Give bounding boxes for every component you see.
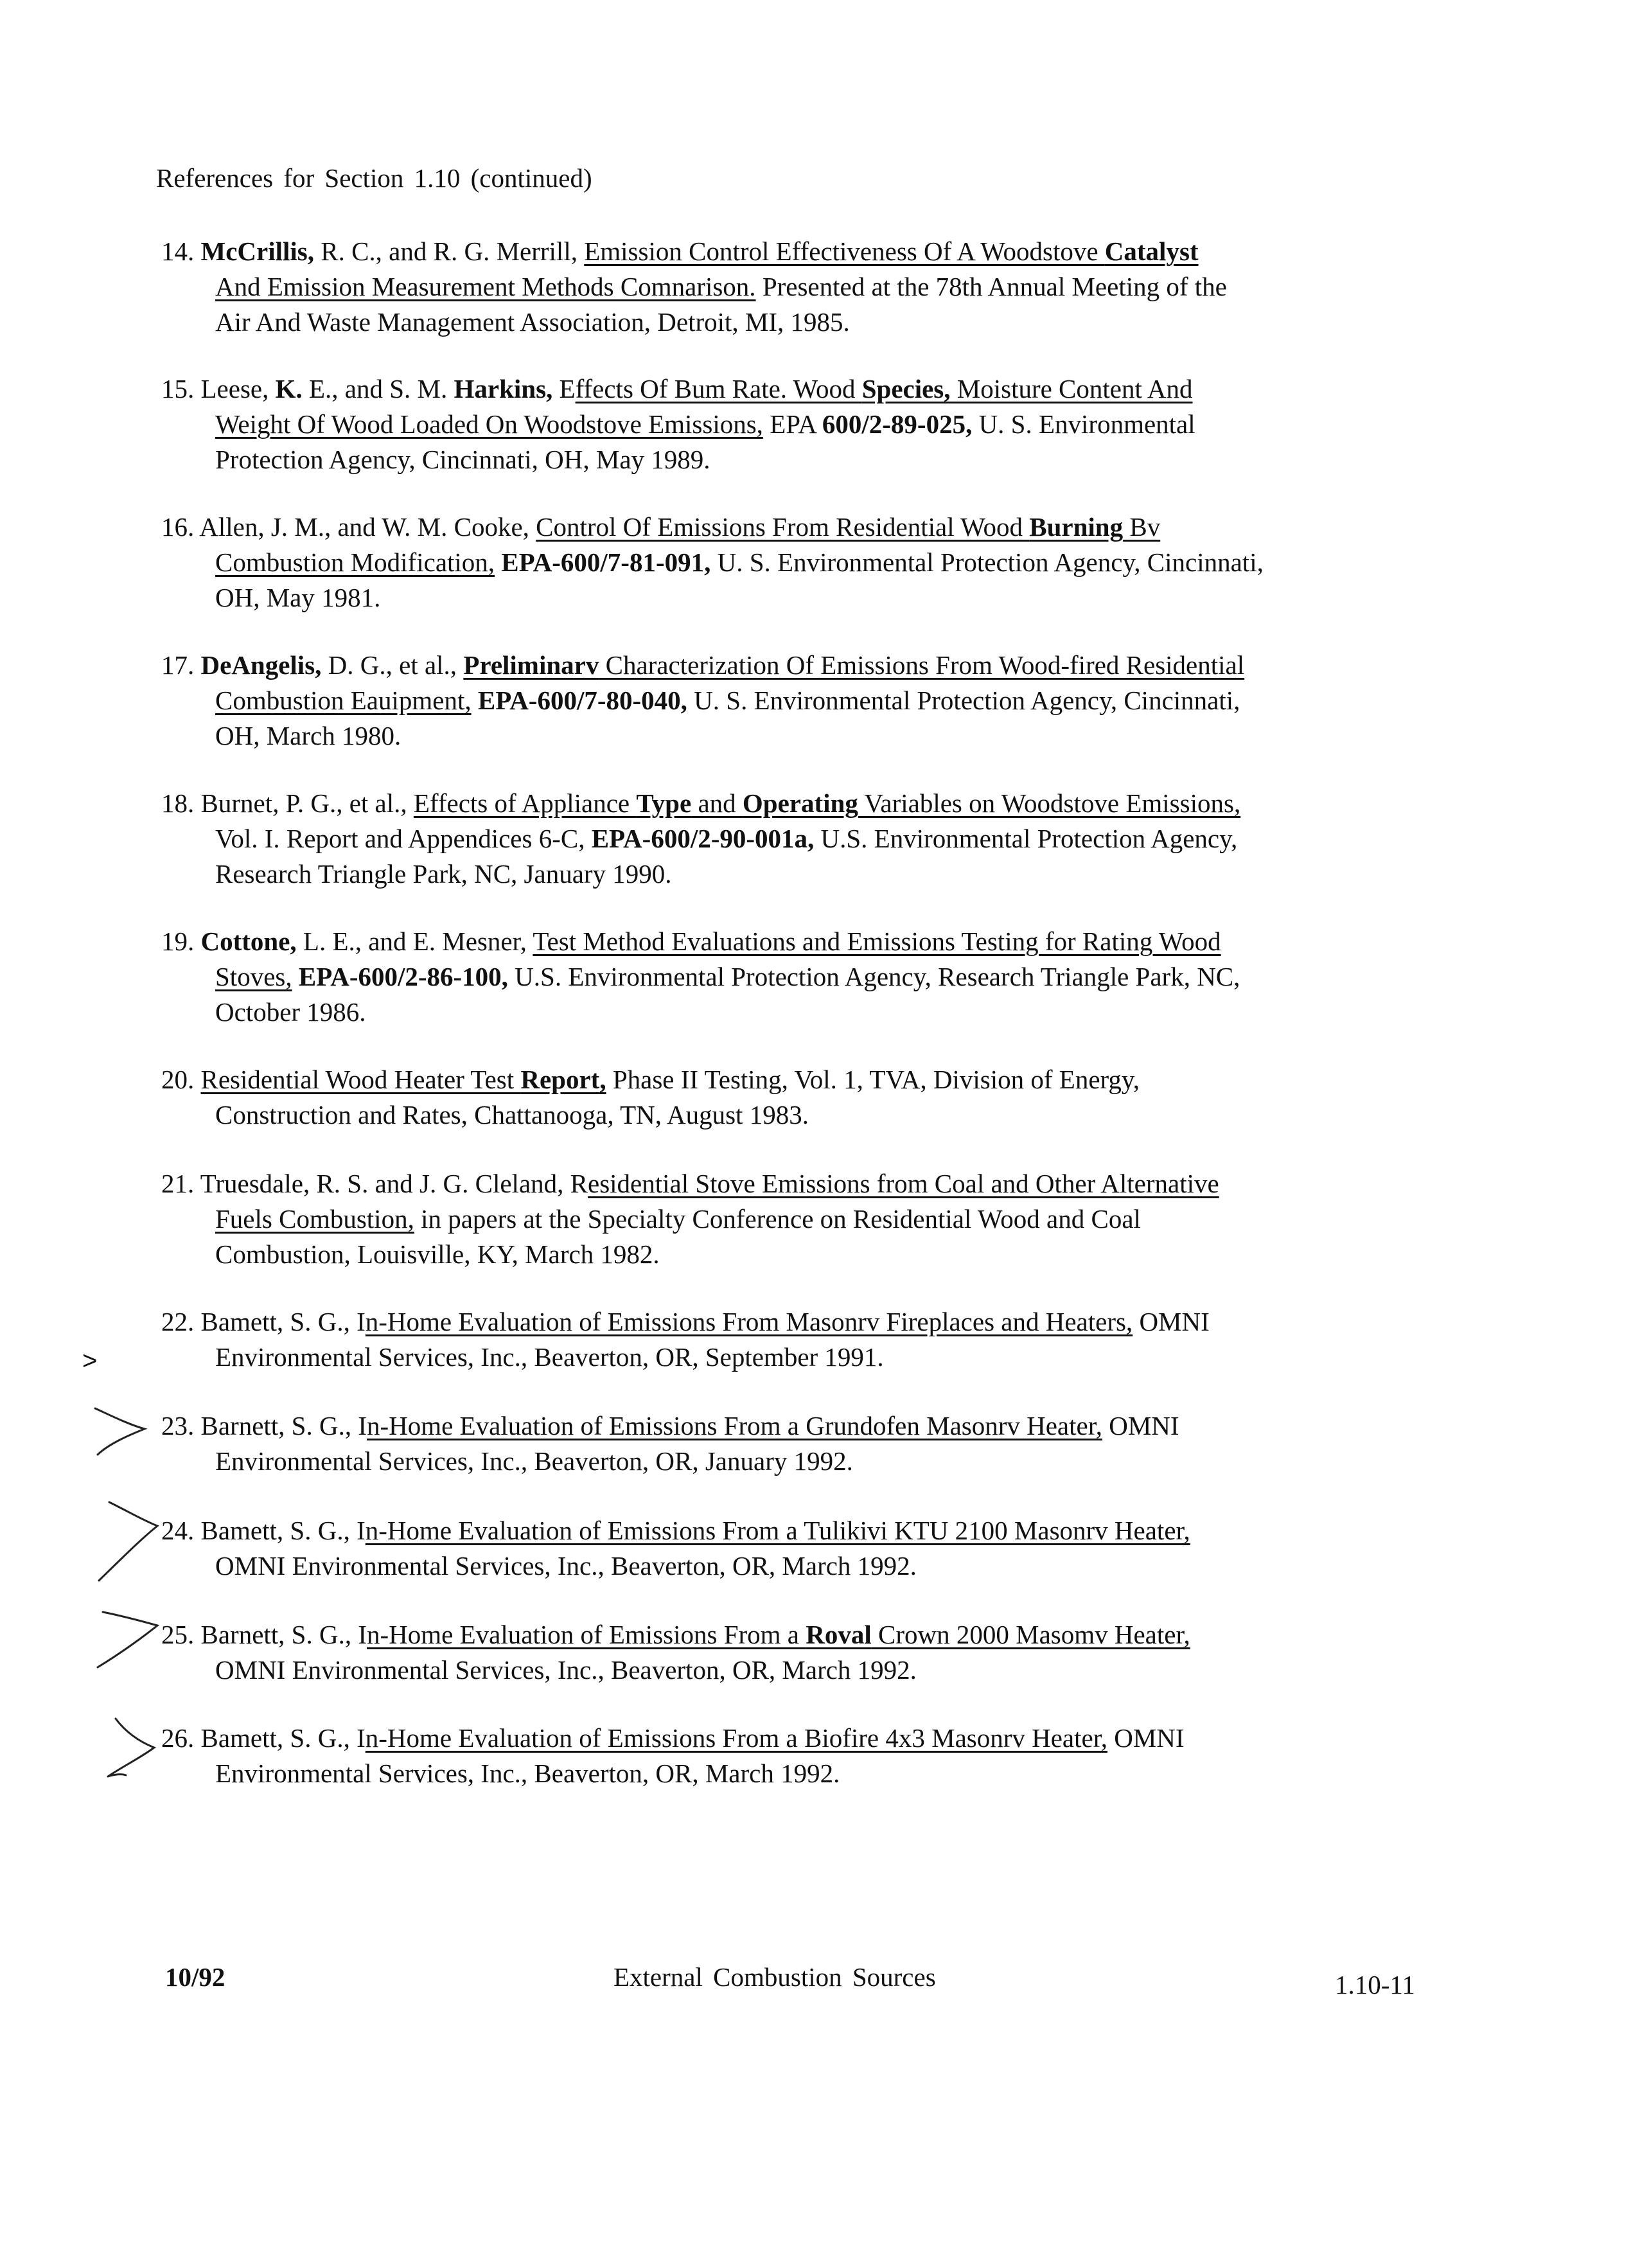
reference-title-segment: Roval xyxy=(806,1620,872,1649)
reference-line xyxy=(161,1652,1190,1688)
reference-text-segment xyxy=(495,547,501,577)
reference-number: 14. xyxy=(161,236,195,266)
reference-title-segment: Stoves, xyxy=(215,962,292,991)
reference-title-segment: Combustion Modification, xyxy=(215,547,495,577)
reference-line xyxy=(161,1097,1140,1133)
reference-text-segment: EPA-600/2-90-001a, xyxy=(591,824,815,853)
reference-title-segment: n-Home Evaluation of Emissions From a Biofire 4x3 Masonrv Heater, xyxy=(365,1723,1107,1753)
reference-entry xyxy=(161,1304,1210,1375)
reference-line xyxy=(161,580,1264,616)
reference-text-segment: U. S. Environmental Protection Agency, Cincinnati, xyxy=(687,686,1240,715)
reference-title-segment: n-Home Evaluation of Emissions From a xyxy=(367,1620,806,1649)
reference-number: 19. xyxy=(161,926,195,956)
reference-line xyxy=(161,509,1264,545)
reference-title-segment: Effects of Appliance xyxy=(413,788,637,818)
reference-text-segment: Air And Waste Management Association, Detroit, MI, 1985. xyxy=(215,307,850,337)
reference-text-segment: Leese, xyxy=(200,374,276,403)
reference-text-segment: U.S. Environmental Protection Agency, xyxy=(814,824,1238,853)
reference-title-segment: And Emission Measurement Methods Comnarison. xyxy=(215,272,756,301)
reference-line xyxy=(161,371,1195,407)
reference-line xyxy=(161,305,1227,340)
reference-title-segment: ffects Of Bum Rate. Wood xyxy=(575,374,862,403)
reference-line xyxy=(161,683,1244,718)
reference-title-segment: Fuels Combustion, xyxy=(215,1204,414,1234)
reference-title-segment: esidential Stove Emissions from Coal and Other Alternative xyxy=(588,1169,1219,1198)
reference-line xyxy=(161,1166,1219,1201)
reference-text-segment: Environmental Services, Inc., Beaverton, OR, March 1992. xyxy=(215,1759,840,1788)
reference-title-segment: Burning xyxy=(1029,512,1124,542)
reference-text-segment: Bamett, S. G., I xyxy=(200,1516,366,1545)
reference-text-segment: L. E., and E. Mesner, xyxy=(296,926,533,956)
reference-title-segment: n-Home Evaluation of Emissions From a Grundofen Masonrv Heater, xyxy=(367,1411,1102,1440)
reference-text-segment: Barnett, S. G., I xyxy=(200,1411,367,1440)
handwritten-mark-23-icon xyxy=(90,1402,154,1466)
reference-line xyxy=(161,924,1240,959)
reference-number: 21. xyxy=(161,1169,195,1198)
reference-line xyxy=(161,234,1227,269)
reference-entry xyxy=(161,509,1264,616)
reference-title-segment: Variables on Woodstove Emissions, xyxy=(858,788,1241,818)
reference-title-segment: Weight Of Wood Loaded On Woodstove Emissions, xyxy=(215,409,763,439)
reference-entry xyxy=(161,234,1227,340)
reference-text-segment: Bamett, S. G., I xyxy=(200,1723,366,1753)
reference-text-segment: Environmental Services, Inc., Beaverton, OR, September 1991. xyxy=(215,1342,884,1372)
reference-number: 16. xyxy=(161,512,195,542)
reference-line xyxy=(161,1201,1219,1237)
reference-title-segment: Operating xyxy=(742,788,858,818)
footer-date: 10/92 xyxy=(165,1962,225,1992)
reference-title-segment: Emission Control Effectiveness Of A Woodstove xyxy=(584,236,1105,266)
reference-title-segment: Characterization Of Emissions From Wood-fired Residential xyxy=(599,650,1245,680)
reference-line xyxy=(161,1617,1190,1652)
reference-title-segment: Type xyxy=(636,788,692,818)
reference-text-segment: Truesdale, R. S. and J. G. Cleland, R xyxy=(200,1169,588,1198)
reference-text-segment: R. C., and R. G. Merrill, xyxy=(313,236,585,266)
reference-line xyxy=(161,442,1195,477)
reference-text-segment: Harkins, xyxy=(454,374,553,403)
reference-text-segment: EPA-600/7-80-040, xyxy=(477,686,687,715)
reference-entry xyxy=(161,648,1244,754)
reference-number: 18. xyxy=(161,788,195,818)
reference-text-segment: in papers at the Specialty Conference on Residential Wood and Coal xyxy=(414,1204,1141,1234)
reference-text-segment: Construction and Rates, Chattanooga, TN, August 1983. xyxy=(215,1100,809,1130)
reference-number: 20. xyxy=(161,1065,195,1094)
footer-title: External Combustion Sources xyxy=(613,1962,936,1992)
reference-line xyxy=(161,1721,1185,1756)
reference-line xyxy=(161,1408,1179,1444)
reference-text-segment: OMNI Environmental Services, Inc., Beaverton, OR, March 1992. xyxy=(215,1551,917,1581)
reference-title-segment: Test Method Evaluations and Emissions Testing for Rating Wood xyxy=(533,926,1221,956)
handwritten-mark-26-icon xyxy=(96,1712,167,1789)
footer-page-number: 1.10-11 xyxy=(1335,1970,1415,1999)
reference-entry xyxy=(161,1166,1219,1272)
reference-entry xyxy=(161,924,1240,1030)
reference-line xyxy=(161,1444,1179,1479)
reference-entry xyxy=(161,1617,1190,1688)
reference-number: 22. xyxy=(161,1307,195,1336)
reference-text-segment: U.S. Environmental Protection Agency, Research Triangle Park, NC, xyxy=(507,962,1240,991)
reference-number: 26. xyxy=(161,1723,195,1753)
reference-line xyxy=(161,995,1240,1030)
reference-line xyxy=(161,269,1227,305)
reference-title-segment: Combustion Eauipment, xyxy=(215,686,472,715)
reference-line xyxy=(161,856,1240,892)
reference-text-segment xyxy=(472,686,478,715)
reference-text-segment: Research Triangle Park, NC, January 1990. xyxy=(215,859,672,889)
reference-line xyxy=(161,718,1244,754)
reference-number: 15. xyxy=(161,374,195,403)
reference-line xyxy=(161,1062,1140,1097)
reference-text-segment: Vol. I. Report and Appendices 6-C, xyxy=(215,824,592,853)
reference-title-segment: Moisture Content And xyxy=(950,374,1193,403)
reference-text-segment: Presented at the 78th Annual Meeting of the xyxy=(755,272,1227,301)
reference-line xyxy=(161,1304,1210,1340)
reference-text-segment: OMNI xyxy=(1133,1307,1210,1336)
reference-text-segment xyxy=(292,962,299,991)
reference-entry xyxy=(161,1721,1185,1791)
reference-line xyxy=(161,786,1240,821)
reference-text-segment: OH, May 1981. xyxy=(215,583,381,612)
reference-text-segment: EPA-600/2-86-100, xyxy=(298,962,508,991)
reference-line xyxy=(161,407,1195,442)
reference-text-segment: EPA xyxy=(763,409,822,439)
reference-title-segment: Control Of Emissions From Residential Wood xyxy=(536,512,1030,542)
reference-line xyxy=(161,1513,1190,1548)
reference-text-segment: D. G., et al., xyxy=(321,650,464,680)
reference-text-segment: EPA-600/7-81-091, xyxy=(501,547,711,577)
reference-text-segment: Allen, J. M., and W. M. Cooke, xyxy=(199,512,536,542)
reference-text-segment: October 1986. xyxy=(215,997,366,1027)
reference-text-segment: E xyxy=(552,374,576,403)
reference-line xyxy=(161,1340,1210,1375)
handwritten-mark-25-icon xyxy=(90,1603,167,1680)
reference-text-segment: K. xyxy=(275,374,303,403)
reference-entry xyxy=(161,371,1195,477)
reference-text-segment: U. S. Environmental xyxy=(972,409,1195,439)
reference-text-segment: Cottone, xyxy=(200,926,297,956)
reference-line xyxy=(161,545,1264,580)
reference-title-segment: Preliminarv xyxy=(463,650,599,680)
reference-title-segment: Catalyst xyxy=(1104,236,1199,266)
reference-title-segment: Residential Wood Heater Test xyxy=(200,1065,521,1094)
reference-line xyxy=(161,648,1244,683)
reference-entry xyxy=(161,1408,1179,1479)
reference-line xyxy=(161,1756,1185,1791)
reference-text-segment: Barnett, S. G., I xyxy=(200,1620,367,1649)
handwritten-mark-24-icon xyxy=(90,1497,167,1587)
reference-title-segment: n-Home Evaluation of Emissions From a Tulikivi KTU 2100 Masonrv Heater, xyxy=(365,1516,1190,1545)
reference-title-segment: Report, xyxy=(520,1065,606,1094)
reference-text-segment: E., and S. M. xyxy=(302,374,454,403)
reference-title-segment: n-Home Evaluation of Emissions From Masonrv Fireplaces and Heaters, xyxy=(365,1307,1133,1336)
margin-mark: > xyxy=(82,1347,98,1375)
reference-entry xyxy=(161,1062,1140,1133)
reference-entry xyxy=(161,1513,1190,1584)
reference-text-segment: Combustion, Louisville, KY, March 1982. xyxy=(215,1239,660,1269)
reference-text-segment: Phase II Testing, Vol. 1, TVA, Division of Energy, xyxy=(606,1065,1140,1094)
reference-text-segment: 600/2-89-025, xyxy=(822,409,973,439)
reference-text-segment: Protection Agency, Cincinnati, OH, May 1989. xyxy=(215,445,710,474)
reference-number: 25. xyxy=(161,1620,195,1649)
reference-number: 24. xyxy=(161,1516,195,1545)
reference-title-segment: and xyxy=(691,788,743,818)
reference-text-segment: Environmental Services, Inc., Beaverton, OR, January 1992. xyxy=(215,1446,853,1476)
reference-text-segment: Bamett, S. G., I xyxy=(200,1307,366,1336)
reference-line xyxy=(161,1548,1190,1584)
reference-title-segment: Crown 2000 Masomv Heater, xyxy=(871,1620,1190,1649)
reference-number: 17. xyxy=(161,650,195,680)
reference-line xyxy=(161,959,1240,995)
reference-text-segment: OMNI Environmental Services, Inc., Beaverton, OR, March 1992. xyxy=(215,1655,917,1685)
reference-text-segment: OMNI xyxy=(1107,1723,1185,1753)
reference-text-segment: McCrillis, xyxy=(200,236,314,266)
reference-text-segment: OH, March 1980. xyxy=(215,721,401,750)
reference-text-segment: DeAngelis, xyxy=(200,650,322,680)
reference-text-segment: OMNI xyxy=(1102,1411,1179,1440)
reference-title-segment: Species, xyxy=(861,374,951,403)
reference-line xyxy=(161,821,1240,856)
reference-number: 23. xyxy=(161,1411,195,1440)
reference-text-segment: Burnet, P. G., et al., xyxy=(200,788,414,818)
reference-entry xyxy=(161,786,1240,892)
section-heading: References for Section 1.10 (continued) xyxy=(156,163,592,193)
reference-text-segment: U. S. Environmental Protection Agency, Cincinnati, xyxy=(710,547,1264,577)
reference-title-segment: Bv xyxy=(1123,512,1161,542)
reference-line xyxy=(161,1237,1219,1272)
